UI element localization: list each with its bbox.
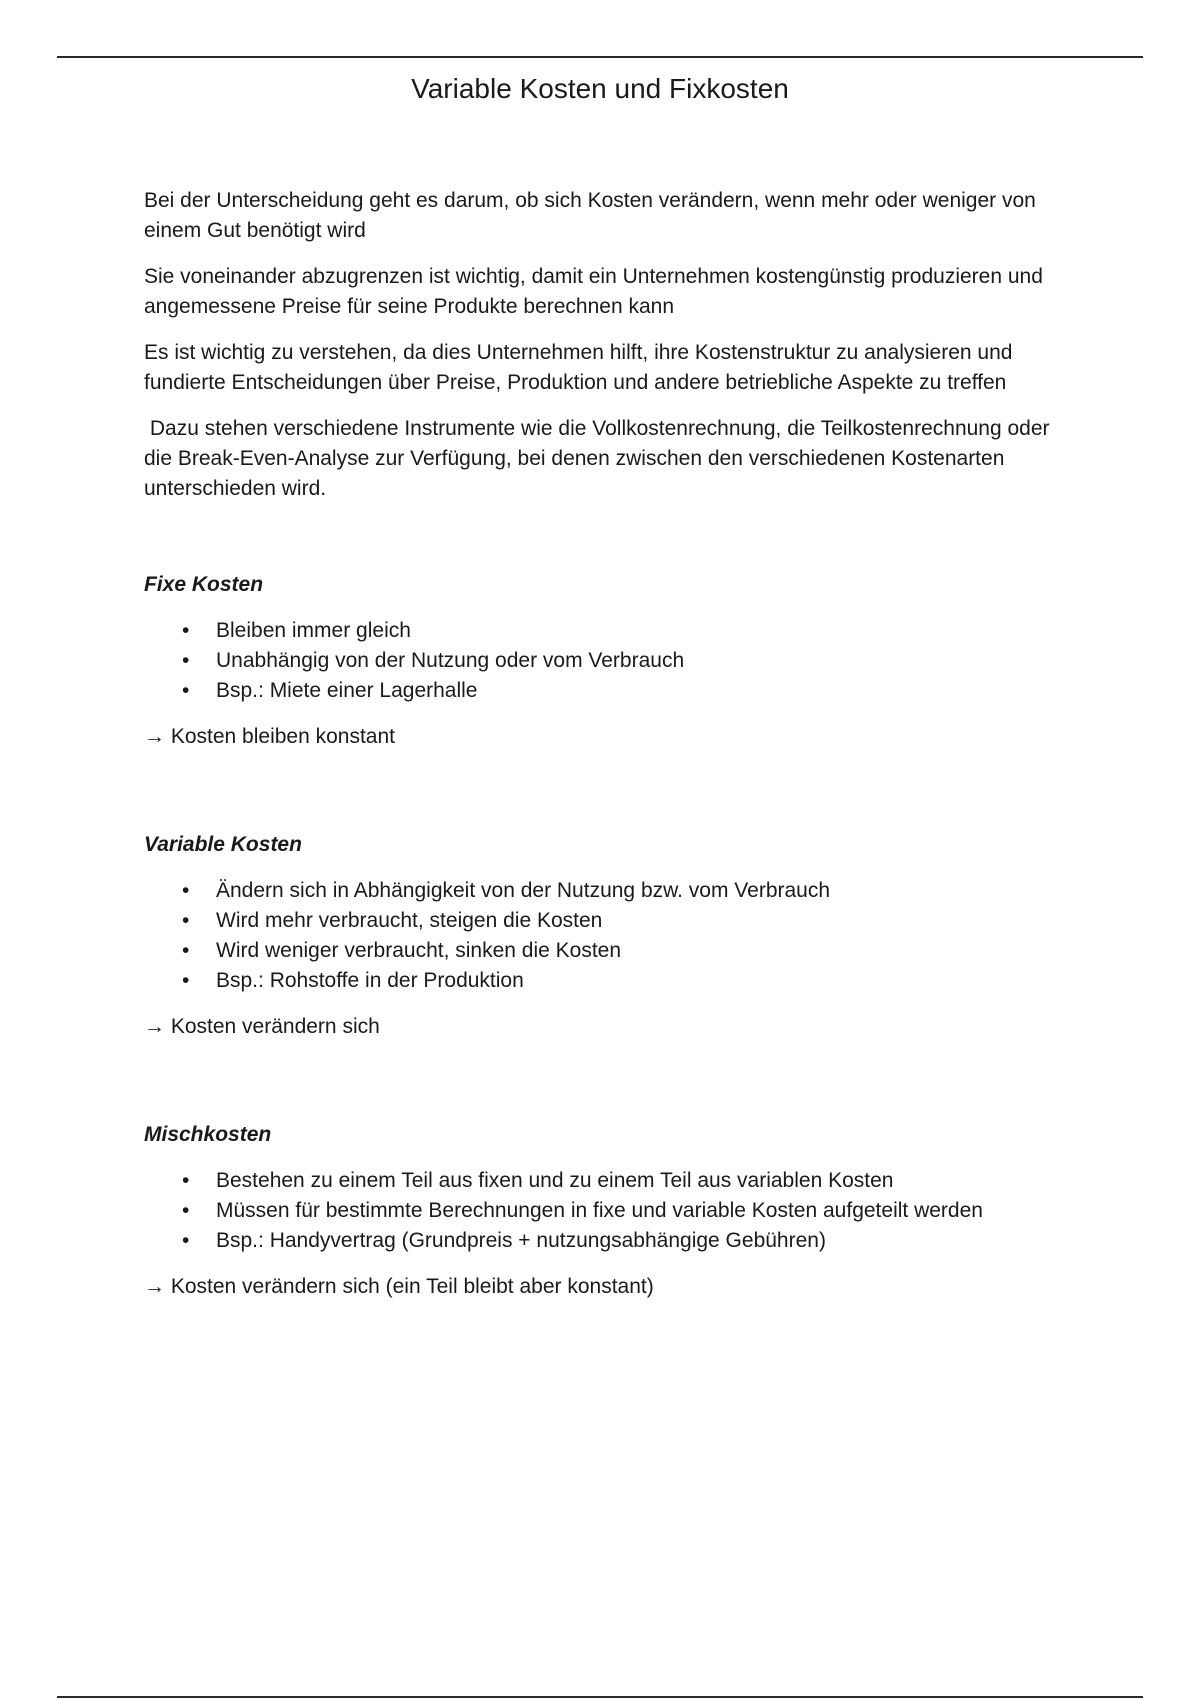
list-item-text: Bsp.: Handyvertrag (Grundpreis + nutzungsabhängige Gebühren) <box>216 1229 826 1252</box>
document-body <box>144 186 1064 1318</box>
bullet-icon: • <box>182 619 190 642</box>
bullet-icon: • <box>182 1229 190 1252</box>
section-fixe-kosten <box>144 570 1064 752</box>
list-item-text: Bestehen zu einem Teil aus fixen und zu einem Teil aus variablen Kosten <box>216 1169 894 1192</box>
list-item-text: Unabhängig von der Nutzung oder vom Verbrauch <box>216 649 685 672</box>
list-item-text: Bsp.: Miete einer Lagerhalle <box>216 679 478 702</box>
bullet-icon: • <box>182 649 190 672</box>
bullet-list <box>144 1166 1064 1256</box>
bullet-icon: • <box>182 969 190 992</box>
bullet-icon: • <box>182 1169 190 1192</box>
section-heading: Fixe Kosten <box>144 573 264 596</box>
section-mischkosten <box>144 1120 1064 1302</box>
list-item-text: Bleiben immer gleich <box>216 619 411 642</box>
list-item <box>144 1226 1064 1256</box>
bullet-icon: • <box>182 939 190 962</box>
list-item-text: Ändern sich in Abhängigkeit von der Nutzung bzw. vom Verbrauch <box>216 879 831 902</box>
list-item <box>144 616 1064 646</box>
page-title: Variable Kosten und Fixkosten <box>411 73 789 104</box>
list-item <box>144 906 1064 936</box>
list-item <box>144 1166 1064 1196</box>
intro-paragraph-4: Dazu stehen verschiedene Instrumente wie die Vollkostenrechnung, die Teilkostenrechnung oder die Break-Even-Analyse zur Verfügung, bei denen zwischen den verschiedenen Kostenarten unterschieden wird. <box>144 417 1056 500</box>
list-item <box>144 936 1064 966</box>
bottom-divider <box>57 1696 1143 1698</box>
section-conclusion: → Kosten verändern sich <box>144 1015 380 1038</box>
bullet-list <box>144 876 1064 996</box>
intro-paragraph-2: Sie voneinander abzugrenzen ist wichtig, damit ein Unternehmen kostengünstig produzieren und angemessene Preise für seine Produkte berechnen kann <box>144 265 1043 318</box>
list-item <box>144 1196 1064 1226</box>
list-item <box>144 676 1064 706</box>
list-item-text: Wird mehr verbraucht, steigen die Kosten <box>216 909 603 932</box>
list-item-text: Bsp.: Rohstoffe in der Produktion <box>216 969 524 992</box>
list-item <box>144 966 1064 996</box>
intro-paragraph-3: Es ist wichtig zu verstehen, da dies Unternehmen hilft, ihre Kostenstruktur zu analysieren und fundierte Entscheidungen über Preise, Produktion und andere betriebliche Aspekte zu treffen <box>144 341 1013 394</box>
top-divider <box>57 56 1143 58</box>
intro-paragraph-1: Bei der Unterscheidung geht es darum, ob sich Kosten verändern, wenn mehr oder weniger von einem Gut benötigt wird <box>144 189 1036 242</box>
section-heading: Mischkosten <box>144 1123 272 1146</box>
bullet-icon: • <box>182 909 190 932</box>
section-variable-kosten <box>144 830 1064 1042</box>
section-heading: Variable Kosten <box>144 833 302 856</box>
bullet-list <box>144 616 1064 706</box>
bullet-icon: • <box>182 1199 190 1222</box>
list-item-text: Wird weniger verbraucht, sinken die Kosten <box>216 939 622 962</box>
section-conclusion: → Kosten verändern sich (ein Teil bleibt aber konstant) <box>144 1275 654 1298</box>
list-item-text: Müssen für bestimmte Berechnungen in fixe und variable Kosten aufgeteilt werden <box>216 1199 983 1222</box>
section-conclusion: → Kosten bleiben konstant <box>144 725 395 748</box>
list-item <box>144 876 1064 906</box>
bullet-icon: • <box>182 879 190 902</box>
bullet-icon: • <box>182 679 190 702</box>
list-item <box>144 646 1064 676</box>
